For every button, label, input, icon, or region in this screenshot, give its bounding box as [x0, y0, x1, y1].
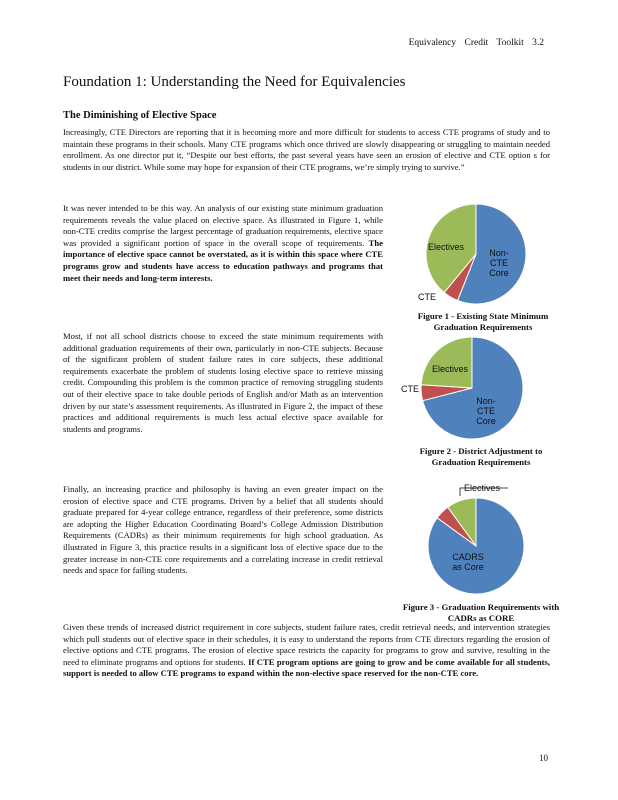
figure-2-pie-chart	[398, 334, 538, 440]
paragraph-5-text: Given these trends of increased district requirement in core subjects, student failure rates, credit retrieval needs, and intervention strategies which pull students out of elective space in their schedules, it is easy to understand the reports from CTE directors regarding the erosion of elective options and CTE programs. The erosion of elective space restricts the capacity for programs to grow and survive, resulting in the need to eliminate programs and options for students.	[63, 622, 550, 667]
paragraph-4: Finally, an increasing practice and philosophy is having an even greater impact on the erosion of elective space and CTE programs. Driven by a belief that all students should graduate prepared for 4-year college entrance, regardless of their preference, some districts are adopting the Higher Education Coordinating Board’s College Admission Distribution Requirements (CADRs) as their minimum requirements for high school graduation. As illustrated in Figure 3, this practice results in a significant loss of elective space due to the greater increase in non-CTE core requirements and a correlating increase in credit retrieval needs and space for failing students.	[63, 484, 383, 576]
pie-label: Non-CTE Core	[476, 396, 496, 426]
figure-3-pie-chart	[408, 478, 558, 598]
paragraph-3: Most, if not all school districts choose to exceed the state minimum requirements with additional graduation requirements of their own, particularly in non-CTE subjects. Because of the significant problem of student failure rates in core subjects, these additional requirements exacerbate the problem of students losing elective space to retrieve missing credit. Compounding this problem is the common practice of removing struggling students out of their elective space to take double periods of English and/or Math as an intervention driven by our state’s assessment requirements. As illustrated in Figure 2, the impact of these practices and additional requirements is much less actual elective space available for students and programs.	[63, 331, 383, 434]
pie-label: CTE	[401, 384, 419, 394]
pie-label: Electives	[431, 364, 469, 374]
figure-1-caption: Figure 1 - Existing State Minimum Graduation Requirements	[417, 311, 549, 332]
figure-3-caption: Figure 3 - Graduation Requirements with CADRs as CORE	[402, 602, 560, 623]
paragraph-2	[63, 203, 383, 284]
page-title: Foundation 1: Understanding the Need for Equivalencies	[63, 74, 406, 90]
paragraph-2-emphasis: The importance of elective space cannot be overstated, as it is within this space where CTE programs grow and students have access to education pathways and programs that meet their needs and long-term interests.	[63, 237, 383, 283]
page-number: 10	[539, 753, 548, 763]
pie-label: CTE	[418, 292, 436, 302]
figure-2-caption: Figure 2 - District Adjustment to Graduation Requirements	[419, 446, 543, 467]
paragraph-2-text: It was never intended to be this way. An analysis of our existing state minimum graduation requirements reveals the value placed on elective space. As illustrated in Figure 1, while non-CTE credits comprise the largest percentage of graduation requirements, elective space was provided a significant portion of space in the overall scope of requirements.	[63, 203, 383, 248]
paragraph-5-emphasis: If CTE program options are going to grow and be come available for all students, support is needed to allow CTE programs to expand within the non-elective space reserved for the non-CTE core.	[63, 656, 550, 679]
running-header: Equivalency Credit Toolkit 3.2	[408, 38, 544, 48]
paragraph-5	[63, 622, 550, 680]
pie-label: Non-CTE Core	[489, 248, 509, 278]
pie-slice-electives	[421, 337, 472, 388]
figure-1-pie-chart	[400, 196, 540, 308]
pie-label: Electives	[427, 242, 465, 252]
pie-label: Electives	[464, 483, 501, 493]
section-heading: The Diminishing of Elective Space	[63, 110, 217, 121]
paragraph-1: Increasingly, CTE Directors are reporting that it is becoming more and more difficult for students to access CTE programs of study and to maintain these programs in their schools. Many CTE programs which once thrived are slowly disappearing or struggling to maintain needed enrollment. As one director put it, “Despite our best efforts, the past several years have seen an erosion of elective and CTE option s for students in our district. While some may hope for expansion of their CTE programs, we’re simply trying to survive.”	[63, 127, 550, 172]
pie-label: CADRS as Core	[452, 552, 484, 572]
